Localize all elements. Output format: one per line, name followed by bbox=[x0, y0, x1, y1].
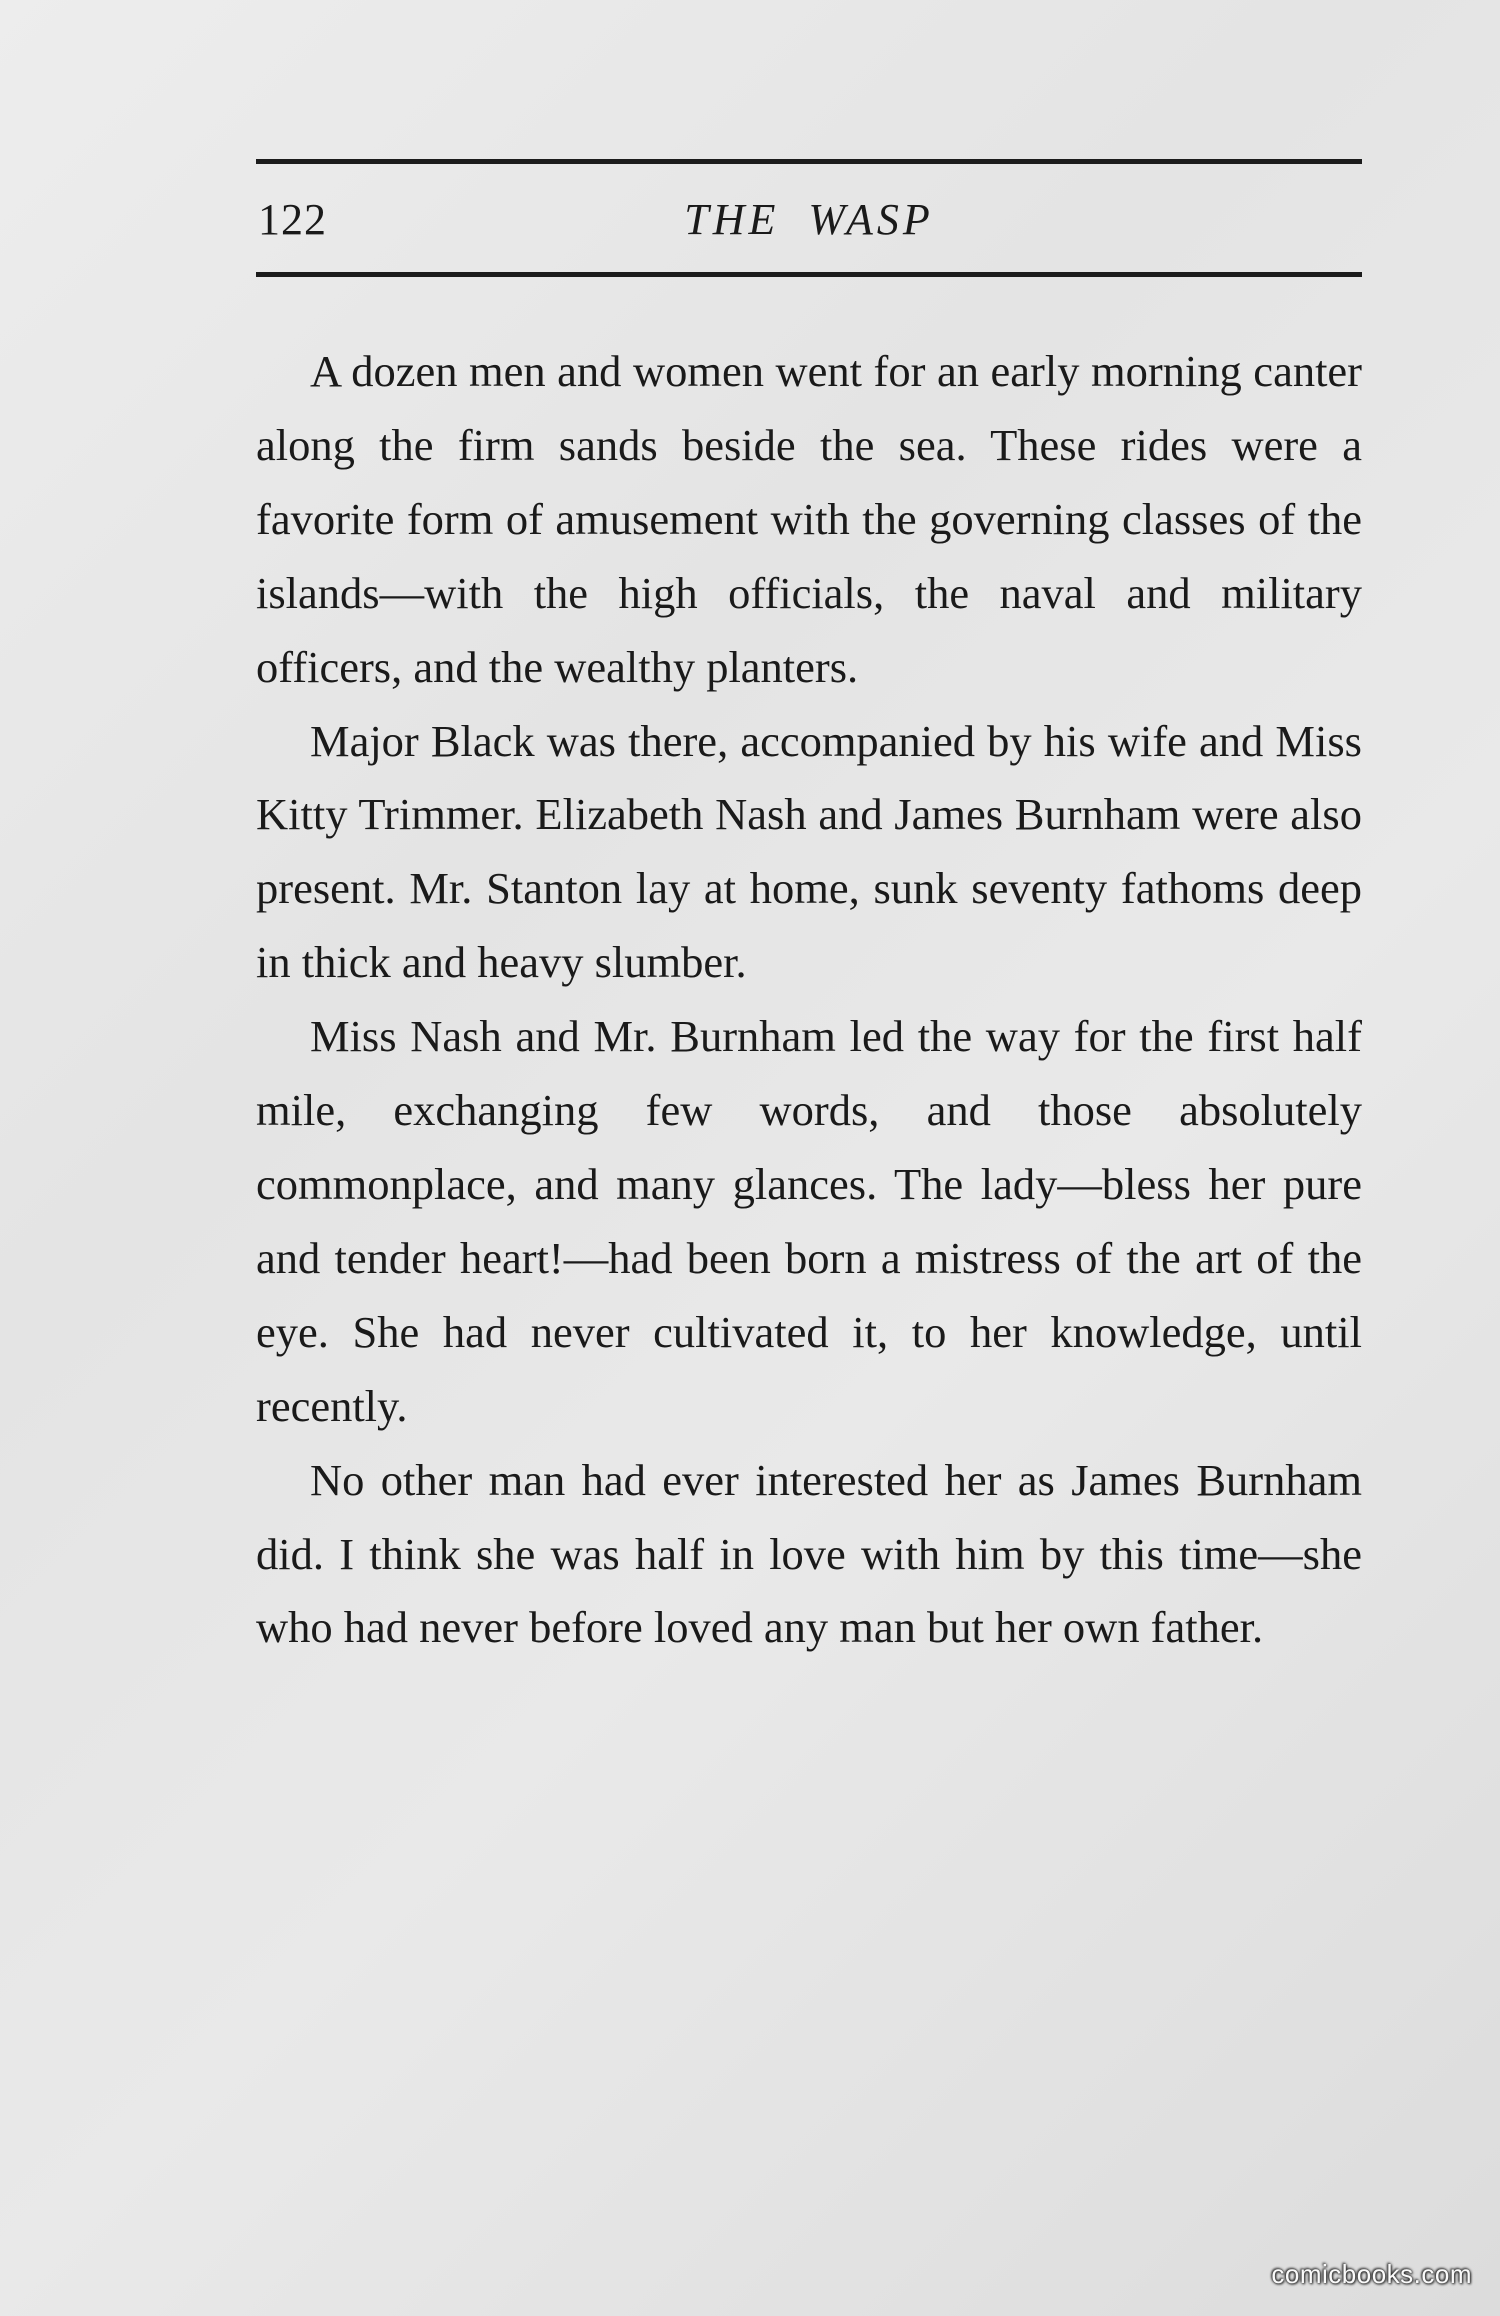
header-top-rule bbox=[256, 159, 1362, 164]
running-head bbox=[256, 190, 1362, 250]
paragraph: A dozen men and women went for an early morning canter along the firm sands beside the sea. These rides were a favorite form of amusement with the governing classes of the islands—with the high officials, the naval and military officers, and the wealthy planters. bbox=[256, 346, 1362, 692]
paragraph: Miss Nash and Mr. Burnham led the way for the first half mile, exchanging few words, and those absolutely commonplace, and many glances. The lady—bless her pure and tender heart!—had been born a mistress of the art of the eye. She had never cultivated it, to her knowledge, until recently. bbox=[256, 1011, 1362, 1431]
body-text bbox=[256, 335, 1362, 1665]
paragraph: No other man had ever interested her as James Burnham did. I think she was half in love with him by this time—she who had never before loved any man but her own father. bbox=[256, 1454, 1362, 1653]
running-title: THE WASP bbox=[684, 195, 934, 244]
watermark: comicbooks.com bbox=[1271, 2259, 1472, 2289]
page-number: 122 bbox=[258, 195, 327, 244]
paragraph: Major Black was there, accompanied by his wife and Miss Kitty Trimmer. Elizabeth Nash and James Burnham were also present. Mr. Stanton lay at home, sunk seventy fathoms deep in thick and heavy slumber. bbox=[256, 715, 1362, 988]
header-bottom-rule bbox=[256, 272, 1362, 277]
